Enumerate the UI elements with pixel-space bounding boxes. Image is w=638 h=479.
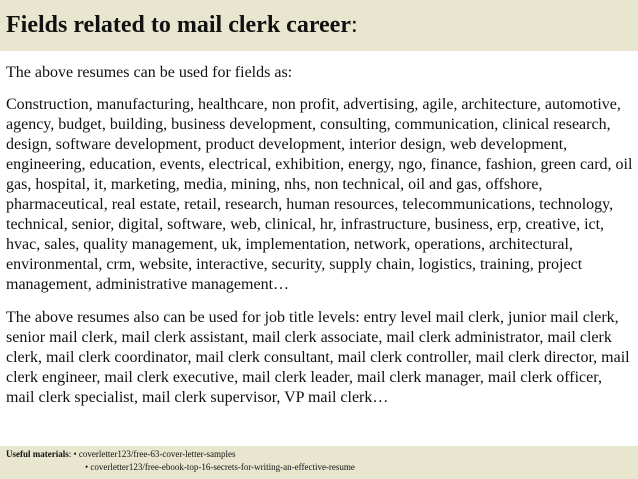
job-titles-paragraph [6, 308, 632, 408]
job-titles-line: clerk, mail clerk coordinator, mail clerk consultant, mail clerk controller, mail clerk director, mail [6, 349, 630, 366]
fields-line: technical, senior, digital, software, web, clinical, hr, infrastructure, business, erp, creative, ict, [6, 216, 605, 233]
job-titles-line: clerk engineer, mail clerk executive, mail clerk leader, mail clerk manager, mail clerk officer, [6, 369, 602, 386]
slide-title [6, 10, 358, 40]
fields-line: environmental, crm, website, interactive, security, supply chain, logistics, training, project [6, 256, 583, 273]
footer-separator: : [68, 449, 74, 459]
fields-line: management, administrative management… [6, 276, 290, 293]
fields-line: gas, hospital, it, marketing, media, mining, nhs, non technical, oil and gas, offshore, [6, 176, 543, 193]
intro-text: The above resumes can be used for fields as: [6, 64, 293, 81]
slide-body [6, 63, 632, 408]
footer-link-ebook-resume-secrets[interactable]: • coverletter123/free-ebook-top-16-secrets-for-writing-an-effective-resume [85, 462, 355, 472]
slide-title-colon: : [351, 12, 358, 38]
fields-line: hvac, sales, quality management, uk, implementation, network, operations, architectural, [6, 236, 573, 253]
job-titles-line: The above resumes also can be used for job title levels: entry level mail clerk, junior mail clerk, [6, 309, 619, 326]
fields-line: Construction, manufacturing, healthcare, non profit, advertising, agile, architecture, automotive, [6, 96, 621, 113]
fields-paragraph [6, 95, 632, 295]
job-titles-line: mail clerk specialist, mail clerk supervisor, VP mail clerk… [6, 389, 389, 406]
footer-row-second [85, 462, 355, 473]
slide-title-text: Fields related to mail clerk career [6, 12, 351, 38]
fields-line: agency, budget, building, business development, consulting, communication, clinical research, [6, 116, 611, 133]
slide-header-band [0, 0, 638, 51]
footer-label: Useful materials [6, 449, 69, 459]
fields-line: design, software development, product development, interior design, web development, [6, 136, 568, 153]
footer-row-first [6, 449, 235, 460]
footer-link-cover-letter-samples[interactable]: • coverletter123/free-63-cover-letter-samples [73, 449, 236, 459]
job-titles-line: senior mail clerk, mail clerk assistant, mail clerk associate, mail clerk administrator, mail clerk [6, 329, 612, 346]
fields-line: pharmaceutical, real estate, retail, research, human resources, telecommunications, technology, [6, 196, 614, 213]
slide-footer-band [0, 446, 638, 479]
fields-line: engineering, education, events, electrical, exhibition, energy, ngo, finance, fashion, green card, oil [6, 156, 633, 173]
